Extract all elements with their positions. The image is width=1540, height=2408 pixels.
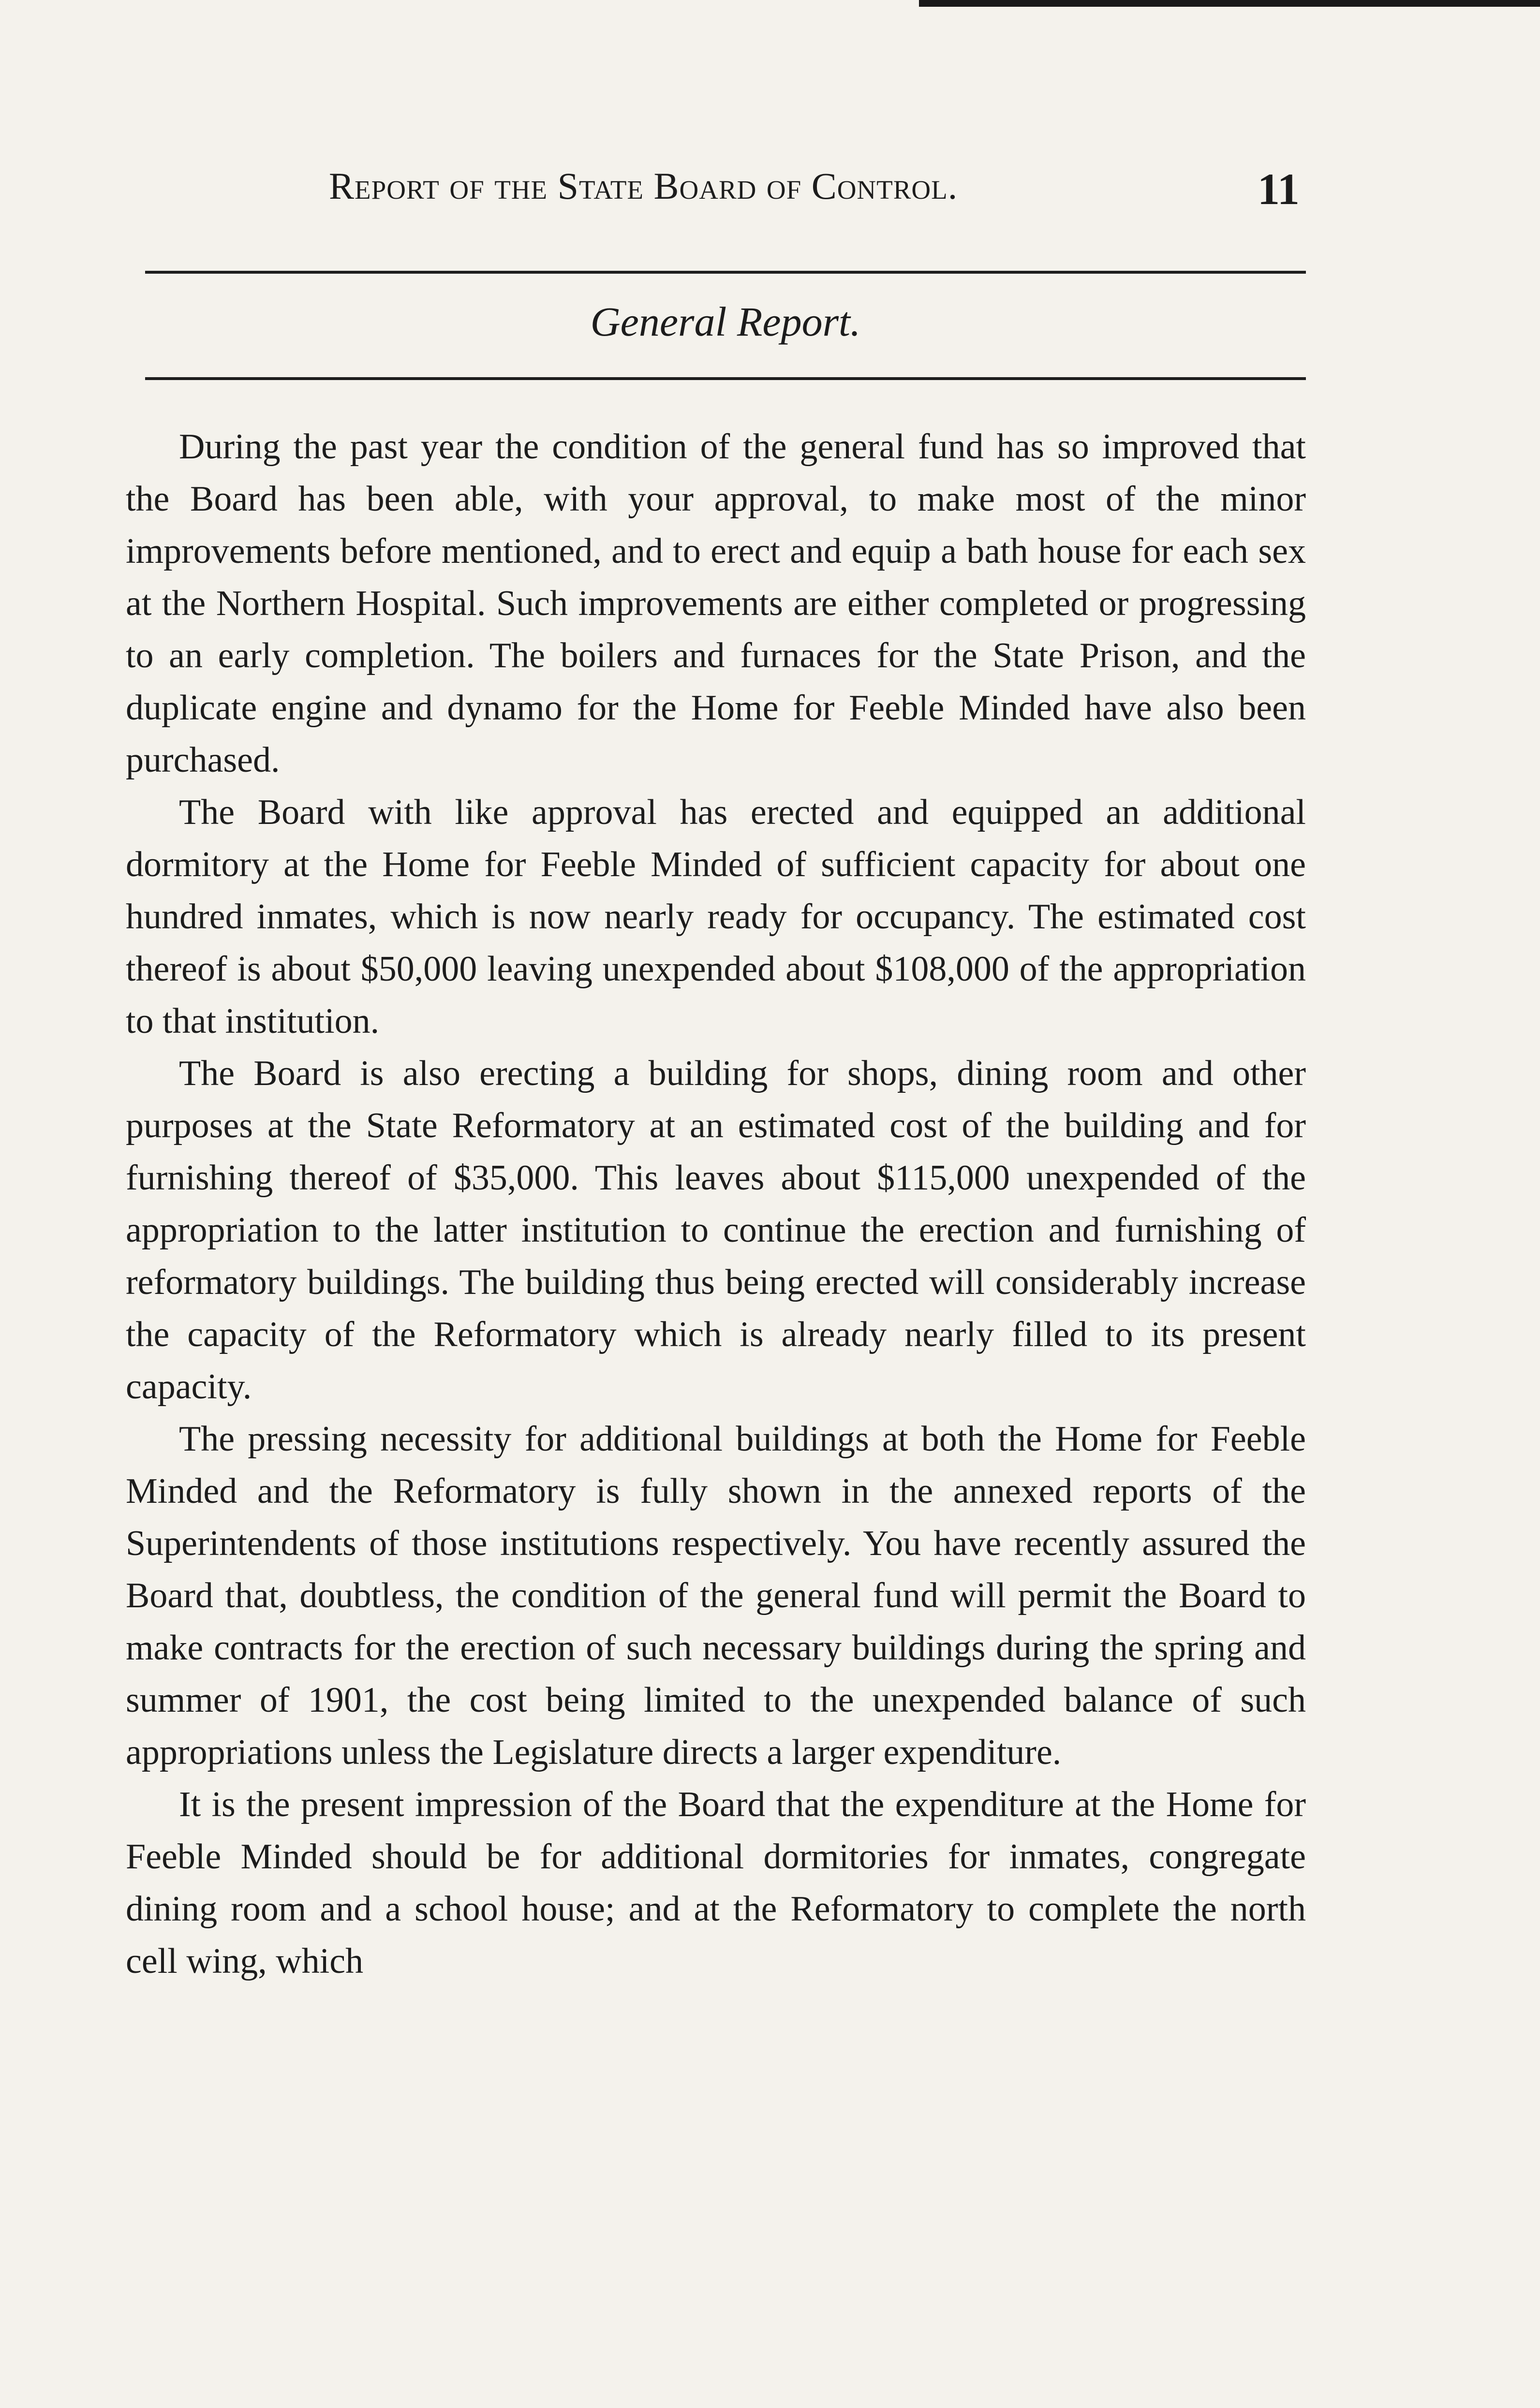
paragraph-2: The Board with like approval has erected and equipped an additional dormitory at the Home for Feeble Minded of sufficient capacity for about one hundred inmates, which is now nearly ready for occupancy. The estimated cost thereof is about $50,000 leaving unexpended about $108,000 of the appropriation to that institution. [126,793,1306,1041]
paragraph-5: It is the present impression of the Board that the expenditure at the Home for Feeble Minded should be for additional dormitories for inmates, congregate dining room and a school house; and at the Reformatory to complete the north cell wing, which [126,1785,1306,1981]
page-number: 11 [1258,164,1300,214]
paragraph-1: During the past year the condition of the general fund has so improved that the Board has been able, with your approval, to make most of the minor improvements before mentioned, and to erect and equip a bath house for each sex at the Northern Hospital. Such improvements are either completed or progressing to an early completion. The boilers and furnaces for the State Prison, and the duplicate engine and dynamo for the Home for Feeble Minded have also been purchased. [126,427,1306,780]
paragraph-3: The Board is also erecting a building for shops, dining room and other purposes at the State Reformatory at an estimated cost of the building and for furnishing thereof of $35,000. This leaves about $115,000 unexpended of the appropriation to the latter institution to continue the erection and furnishing of reformatory buildings. The building thus being erected will considerably increase the capacity of the Reformatory which is already nearly filled to its present capacity. [126,1054,1306,1407]
header-rule-bottom [145,377,1306,380]
body-text [126,421,1306,1987]
running-header: Report of the State Board of Control. [329,165,958,207]
scan-edge-shadow [919,0,1540,7]
paragraph-4: The pressing necessity for additional buildings at both the Home for Feeble Minded and the Reformatory is fully shown in the annexed reports of the Superintendents of those institutions respectively. You have recently assured the Board that, doubtless, the condition of the general fund will permit the Board to make contracts for the erection of such necessary buildings during the spring and summer of 1901, the cost being limited to the unexpended balance of such appropriations unless the Legislature directs a larger expenditure. [126,1419,1306,1772]
header-rule-top [145,271,1306,274]
section-title: General Report. [590,298,861,345]
